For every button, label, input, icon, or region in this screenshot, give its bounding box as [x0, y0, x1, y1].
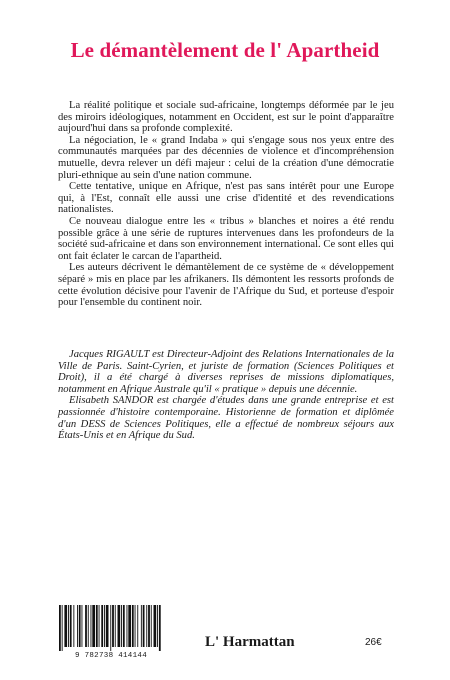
barcode-bar	[64, 605, 67, 647]
barcode-bar	[88, 605, 89, 647]
barcode-bar	[62, 605, 63, 651]
barcode-bar	[118, 605, 121, 647]
summary-paragraph: La réalité politique et sociale sud-africaine, longtemps déformée par le jeu des miroirs idéologiques, notamment en Occident, est sur le point d'apparaître aujourd'hui dans sa profonde complexité.	[58, 100, 394, 135]
barcode-bar	[101, 605, 103, 647]
barcode-bar	[151, 605, 152, 647]
barcode-bar	[110, 605, 111, 651]
summary-paragraph: Cette tentative, unique en Afrique, n'est pas sans intérêt pour une Europe qui, à l'Est, connaît elle aussi une crise d'identité et des revendications nationalistes.	[58, 181, 394, 216]
barcode-bar	[115, 605, 116, 647]
barcode-bar	[121, 605, 122, 647]
isbn-number: 9 782738 414144	[74, 652, 147, 660]
barcode-bar	[128, 605, 131, 647]
barcode-bar	[127, 605, 128, 647]
barcode-bar	[96, 605, 98, 647]
barcode-bar	[85, 605, 87, 647]
barcode-bar	[112, 605, 114, 647]
barcode-bar	[92, 605, 95, 647]
barcode-bar	[70, 605, 72, 647]
summary-paragraph: Les auteurs décrivent le démantèlement de ce système de « développement séparé » mis en place par les afrikaners. Ils démontent les ressorts profonds de cette évolution décisive pour l'avenir de l'Afrique du Sud, et porteuse d'espoir pour l'ensemble du continent noir.	[58, 262, 394, 309]
summary-paragraph: Ce nouveau dialogue entre les « tribus » blanches et noires a été rendu possible grâce à une série de ruptures intervenues dans les profondeurs de la société sud-africaine et dans son environnement international. Ce sont elles qui ont fait éclater le carcan de l'apartheid.	[58, 215, 394, 262]
barcode-bar	[137, 605, 138, 647]
barcode-bar	[73, 605, 74, 647]
barcode-bar	[106, 605, 109, 647]
summary-paragraph: La négociation, le « grand Indaba » qui s'engage sous nos yeux entre des communautés marquées par des décennies de violence et d'incompréhension mutuelle, devra relever un défi majeur : celui de la création d'une démocratie pluri-ethnique au sein d'une nation commune.	[58, 134, 394, 181]
barcode-bar	[79, 605, 81, 647]
author-bio-sandor: Elisabeth SANDOR est chargée d'études dans une grande entreprise et est passionnée d'histoire contemporaine. Historienne de formation et diplômée d'un DESS de Sciences Politiques, elle a effectué de nombreux séjours aux États-Unis et en Afrique du Sud.	[58, 395, 394, 442]
author-bio-rigault: Jacques RIGAULT est Directeur-Adjoint des Relations Internationales de la Ville de Paris. Saint-Cyrien, et juriste de formation (Sciences Politiques et Droit), il a été chargé à diverses reprises de missions diplomatiques, notamment en Afrique Australe qu'il « pratique » depuis une décennie.	[58, 349, 394, 395]
price-label: 26€	[365, 637, 382, 648]
barcode-bar	[99, 605, 100, 647]
barcode-bar	[143, 605, 145, 647]
barcode-bar	[59, 605, 61, 651]
barcode-bar	[132, 605, 134, 647]
barcode-bar	[146, 605, 147, 647]
barcode-bar	[77, 605, 78, 647]
barcode-bar	[148, 605, 150, 647]
book-summary	[58, 100, 394, 309]
barcode-bar	[135, 605, 136, 647]
barcode-bar	[154, 605, 157, 647]
barcode-bar	[141, 605, 142, 647]
barcode-bar	[159, 605, 161, 651]
isbn-barcode	[56, 605, 166, 661]
book-title: Le démantèlement de l' Apartheid	[70, 38, 380, 62]
publisher-name: L' Harmattan	[205, 634, 295, 650]
barcode-bars	[56, 605, 166, 651]
barcode-bar	[104, 605, 105, 647]
barcode-bar	[157, 605, 158, 647]
barcode-bar	[82, 605, 83, 647]
barcode-bar	[91, 605, 92, 647]
barcode-bar	[68, 605, 69, 647]
author-biographies	[58, 349, 394, 442]
barcode-bar	[123, 605, 125, 647]
